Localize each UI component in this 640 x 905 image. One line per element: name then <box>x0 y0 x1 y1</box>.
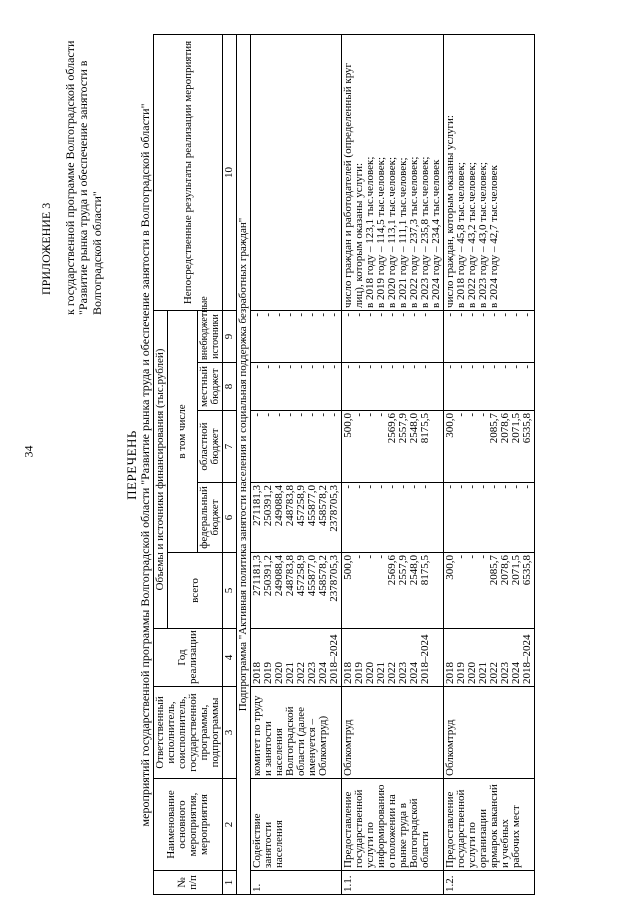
total-cell-line: 250391,2 <box>262 555 274 597</box>
total-cell-line: 500,0 <box>342 555 354 580</box>
total-cell <box>444 553 535 629</box>
local-cell <box>342 363 444 411</box>
federal-cell <box>444 483 535 553</box>
regional-cell-line: - <box>364 413 376 417</box>
federal-cell-line: - <box>466 485 478 489</box>
years-cell-line: 2023 <box>306 662 318 684</box>
total-cell-line: 2085,7 <box>488 555 500 586</box>
local-cell-line: - <box>510 365 522 369</box>
extra-cell-line: - <box>408 312 420 317</box>
federal-cell-line: 271181,3 <box>251 485 263 526</box>
row-number: 1. <box>251 871 342 895</box>
extra-cell-line: - <box>317 312 329 317</box>
regional-cell-line: - <box>251 413 263 417</box>
years-cell-line: 2018–2024 <box>419 634 431 684</box>
extra-cell-line: - <box>466 312 478 317</box>
total-cell <box>342 553 444 629</box>
local-cell-line: - <box>284 365 296 369</box>
regional-cell-line: 8175,5 <box>419 413 431 444</box>
federal-cell-line: 250391,2 <box>262 485 274 527</box>
row-number: 1.2. <box>444 871 535 895</box>
federal-cell-line: - <box>408 485 420 489</box>
regional-cell-line: - <box>273 413 285 417</box>
local-cell-line: - <box>397 365 409 369</box>
extra-cell <box>444 310 535 362</box>
years-cell-line: 2019 <box>262 662 274 684</box>
local-cell-line: - <box>353 365 365 369</box>
years-cell <box>251 629 342 687</box>
column-number: 8 <box>223 363 237 411</box>
years-cell-line: 2023 <box>397 662 409 684</box>
extra-cell-line: - <box>499 312 511 317</box>
years-cell-line: 2018 <box>444 662 456 684</box>
extra-cell-line: - <box>295 312 307 317</box>
responsible-executor: Облкомтруд <box>342 687 444 779</box>
federal-cell-line: - <box>488 485 500 489</box>
results-cell <box>342 34 444 310</box>
column-numbers-row <box>223 34 237 894</box>
total-cell-line: - <box>375 555 387 559</box>
result-line: в 2018 году – 123,1 тыс.человек; <box>364 156 376 308</box>
local-cell-line: - <box>477 365 489 369</box>
header-row <box>154 34 168 894</box>
extra-cell-line: - <box>521 312 533 317</box>
years-cell-line: 2018 <box>342 662 354 684</box>
regional-cell-line: - <box>477 413 489 417</box>
total-cell-line: 457258,9 <box>295 555 307 597</box>
local-cell-line: - <box>466 365 478 369</box>
federal-cell-line: 2378705,3 <box>328 485 340 532</box>
extra-cell-line: - <box>375 312 387 317</box>
years-cell-line: 2024 <box>510 662 522 684</box>
header-num: № п/п <box>154 871 223 895</box>
regional-cell <box>444 411 535 483</box>
total-cell-line: 2378705,3 <box>328 555 340 602</box>
total-cell-line: 248783,8 <box>284 555 296 597</box>
federal-cell-line: 455877,0 <box>306 485 318 527</box>
federal-cell-line: - <box>375 485 387 489</box>
years-cell-line: 2021 <box>375 662 387 684</box>
years-cell-line: 2021 <box>477 662 489 684</box>
column-number: 5 <box>223 553 237 629</box>
total-cell <box>251 553 342 629</box>
total-cell-line: - <box>353 555 365 559</box>
local-cell-line: - <box>328 365 340 369</box>
federal-cell <box>251 483 342 553</box>
result-line: в 2023 году – 235,8 тыс.человек; <box>419 156 431 308</box>
extra-cell-line: - <box>353 312 365 317</box>
measure-name: Предоставление государственной услуги по информированию о положении на рынке труда в Волгоградской области <box>342 779 444 871</box>
federal-cell-line: 457258,9 <box>295 485 307 527</box>
federal-cell-line: - <box>444 485 456 489</box>
years-cell-line: 2022 <box>295 662 307 684</box>
result-line: число граждан и работодателей (определенный круг лиц), которым оказаны услуги: <box>342 62 365 308</box>
measures-table <box>153 34 535 895</box>
federal-cell-line: - <box>419 485 431 489</box>
result-line: в 2024 году – 42,7 тыс.человек <box>488 165 500 308</box>
federal-cell-line: 248783,8 <box>284 485 296 527</box>
regional-cell <box>251 411 342 483</box>
table-body <box>154 34 535 894</box>
local-cell <box>251 363 342 411</box>
local-cell-line: - <box>273 365 285 369</box>
appendix-note <box>40 35 104 315</box>
total-cell-line: 2078,6 <box>499 555 511 586</box>
extra-cell-line: - <box>284 312 296 317</box>
federal-cell-line: - <box>510 485 522 489</box>
column-number: 6 <box>223 483 237 553</box>
document-subtitle: мероприятий государственной программы Волгоградской области "Развитие рынка труда и обеспечение занятости в Волгоградской области" <box>138 103 152 827</box>
appendix-text: к государственной программе Волгоградской области "Развитие рынка труда и обеспечение занятости в Волгоградской области" <box>62 40 104 315</box>
extra-cell-line: - <box>397 312 409 317</box>
regional-cell-line: - <box>306 413 318 417</box>
extra-cell-line: - <box>419 312 431 317</box>
extra-cell-line: - <box>262 312 274 317</box>
years-cell-line: 2024 <box>408 662 420 684</box>
federal-cell-line: - <box>499 485 511 489</box>
local-cell-line: - <box>306 365 318 369</box>
header-total: всего <box>168 553 223 629</box>
regional-cell-line: 300,0 <box>444 413 456 438</box>
header-federal: федеральный бюджет <box>198 483 223 553</box>
years-cell-line: 2018 <box>251 662 263 684</box>
federal-cell-line: - <box>521 485 533 489</box>
regional-cell-line: - <box>455 413 467 417</box>
result-line: число граждан, которым оказаны услуги: <box>444 115 456 308</box>
column-number: 10 <box>223 34 237 310</box>
result-line: в 2020 году – 113,1 тыс.человек; <box>386 157 398 308</box>
header-finance: Объемы и источники финансирования (тыс.рублей) <box>154 310 168 628</box>
total-cell-line: - <box>364 555 376 559</box>
years-cell-line: 2023 <box>499 662 511 684</box>
column-number: 9 <box>223 310 237 362</box>
local-cell-line: - <box>295 365 307 369</box>
local-cell-line: - <box>499 365 511 369</box>
result-line: в 2022 году – 237,3 тыс.человек; <box>408 156 420 308</box>
total-cell-line: 455877,0 <box>306 555 318 597</box>
regional-cell-line: 2085,7 <box>488 413 500 444</box>
local-cell-line: - <box>375 365 387 369</box>
years-cell-line: 2024 <box>317 662 329 684</box>
extra-cell-line: - <box>273 312 285 317</box>
federal-cell-line: - <box>455 485 467 489</box>
results-cell <box>444 34 535 310</box>
local-cell-line: - <box>262 365 274 369</box>
federal-cell <box>342 483 444 553</box>
federal-cell-line: - <box>386 485 398 489</box>
subprogram-row <box>237 34 251 894</box>
subprogram-title: Подпрограмма "Активная политика занятости населения и социальная поддержка безработных граждан" <box>237 34 251 894</box>
results-cell <box>251 34 342 310</box>
total-cell-line: - <box>466 555 478 559</box>
years-cell-line: 2021 <box>284 662 296 684</box>
federal-cell-line: - <box>342 485 354 489</box>
total-cell-line: 6535,8 <box>521 555 533 586</box>
extra-cell-line: - <box>342 312 354 317</box>
header-name: Наименование основного мероприятия, мероприятия <box>154 779 223 871</box>
years-cell <box>342 629 444 687</box>
table-row <box>251 34 342 894</box>
total-cell-line: 2071,5 <box>510 555 522 586</box>
local-cell-line: - <box>444 365 456 369</box>
total-cell-line: 271181,3 <box>251 555 263 596</box>
column-number: 2 <box>223 779 237 871</box>
extra-cell <box>251 310 342 362</box>
regional-cell-line: 2569,6 <box>386 413 398 444</box>
regional-cell-line: - <box>353 413 365 417</box>
total-cell-line: 2548,0 <box>408 555 420 586</box>
responsible-executor: Облкомтруд <box>444 687 535 779</box>
result-line: в 2023 году – 43,0 тыс.человек; <box>477 162 489 308</box>
years-cell-line: 2019 <box>353 662 365 684</box>
extra-cell-line: - <box>488 312 500 317</box>
years-cell-line: 2022 <box>386 662 398 684</box>
regional-cell-line: - <box>262 413 274 417</box>
regional-cell-line: - <box>295 413 307 417</box>
column-number: 3 <box>223 687 237 779</box>
extra-cell-line: - <box>510 312 522 317</box>
result-line: в 2019 году – 114,5 тыс.человек; <box>375 157 387 308</box>
local-cell-line: - <box>364 365 376 369</box>
regional-cell-line: - <box>328 413 340 417</box>
local-cell-line: - <box>455 365 467 369</box>
column-number: 4 <box>223 629 237 687</box>
result-line: в 2018 году – 45,8 тыс.человек; <box>455 162 467 308</box>
federal-cell-line: 249088,4 <box>273 485 285 527</box>
extra-cell-line: - <box>455 312 467 317</box>
local-cell-line: - <box>408 365 420 369</box>
local-cell-line: - <box>521 365 533 369</box>
local-cell <box>444 363 535 411</box>
table-row <box>444 34 535 894</box>
responsible-executor: комитет по труду и занятости населения Волгоградской области (далее именуется – Облкомтруд) <box>251 687 342 779</box>
regional-cell-line: 2548,0 <box>408 413 420 444</box>
rotated-page <box>40 35 630 895</box>
regional-cell-line: - <box>375 413 387 417</box>
total-cell-line: - <box>477 555 489 559</box>
regional-cell-line: - <box>284 413 296 417</box>
years-cell-line: 2018–2024 <box>328 634 340 684</box>
column-number: 7 <box>223 411 237 483</box>
years-cell-line: 2020 <box>364 662 376 684</box>
regional-cell-line: 2071,5 <box>510 413 522 444</box>
local-cell-line: - <box>386 365 398 369</box>
measure-name: Содействие занятости населения <box>251 779 342 871</box>
extra-cell-line: - <box>328 312 340 317</box>
header-responsible: Ответственный исполнитель, соисполнитель, государственной программы, подпрограммы <box>154 687 223 779</box>
column-number: 1 <box>223 871 237 895</box>
regional-cell-line: 2078,6 <box>499 413 511 444</box>
total-cell-line: 249088,4 <box>273 555 285 597</box>
document-title: ПЕРЕЧЕНЬ <box>124 430 139 500</box>
extra-cell-line: - <box>251 312 263 317</box>
total-cell-line: 2557,9 <box>397 555 409 586</box>
regional-cell-line: - <box>466 413 478 417</box>
total-cell-line: 8175,5 <box>419 555 431 586</box>
local-cell-line: - <box>342 365 354 369</box>
result-line: в 2024 году – 234,4 тыс.человек <box>430 159 442 308</box>
total-cell-line: 300,0 <box>444 555 456 580</box>
regional-cell-line: 500,0 <box>342 413 354 438</box>
years-cell-line: 2019 <box>455 662 467 684</box>
header-local: местный бюджет <box>198 363 223 411</box>
header-including: в том числе <box>168 310 198 552</box>
local-cell-line: - <box>251 365 263 369</box>
years-cell <box>444 629 535 687</box>
total-cell-line: 2569,6 <box>386 555 398 586</box>
regional-cell <box>342 411 444 483</box>
table-row <box>342 34 444 894</box>
result-line: в 2021 году – 111,1 тыс.человек; <box>397 157 409 308</box>
federal-cell-line: 458578,2 <box>317 485 329 527</box>
regional-cell-line: 2557,9 <box>397 413 409 444</box>
federal-cell-line: - <box>477 485 489 489</box>
measure-name: Предоставление государственной услуги по организации ярмарок вакансий и учебных рабочих мест <box>444 779 535 871</box>
extra-cell-line: - <box>306 312 318 317</box>
page-number: 34 <box>21 445 36 458</box>
years-cell-line: 2018–2024 <box>521 634 533 684</box>
total-cell-line: 458578,2 <box>317 555 329 597</box>
years-cell-line: 2022 <box>488 662 500 684</box>
federal-cell-line: - <box>364 485 376 489</box>
extra-cell-line: - <box>364 312 376 317</box>
header-results: Непосредственные результаты реализации мероприятия <box>154 34 223 310</box>
local-cell-line: - <box>419 365 431 369</box>
federal-cell-line: - <box>397 485 409 489</box>
extra-cell <box>342 310 444 362</box>
years-cell-line: 2020 <box>466 662 478 684</box>
header-extra: внебюджетные источники <box>198 310 223 362</box>
row-number: 1.1. <box>342 871 444 895</box>
local-cell-line: - <box>317 365 329 369</box>
appendix-title: ПРИЛОЖЕНИЕ 3 <box>39 202 53 295</box>
total-cell-line: - <box>455 555 467 559</box>
federal-cell-line: - <box>353 485 365 489</box>
extra-cell-line: - <box>477 312 489 317</box>
years-cell-line: 2020 <box>273 662 285 684</box>
local-cell-line: - <box>488 365 500 369</box>
extra-cell-line: - <box>444 312 456 317</box>
regional-cell-line: 6535,8 <box>521 413 533 444</box>
regional-cell-line: - <box>317 413 329 417</box>
header-year: Год реализации <box>154 629 223 687</box>
extra-cell-line: - <box>386 312 398 317</box>
result-line: в 2022 году – 43,2 тыс.человек; <box>466 162 478 308</box>
header-regional: областной бюджет <box>198 411 223 483</box>
